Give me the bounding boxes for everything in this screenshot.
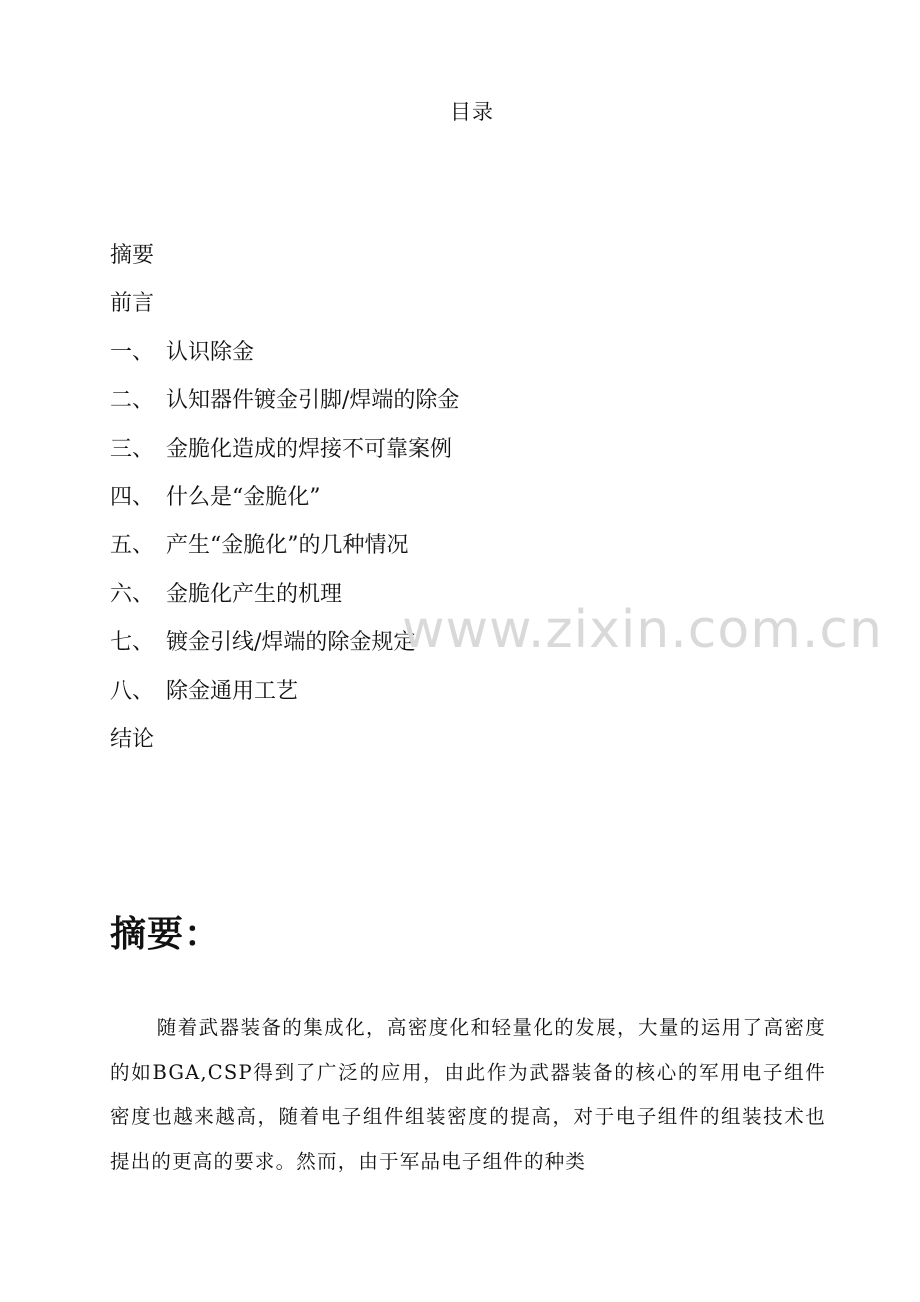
abstract-body: 随着武器装备的集成化，高密度化和轻量化的发展，大量的运用了高密度的如BGA,CSP得到了广泛的应用，由此作为武器装备的核心的军用电子组件密度也越来越高，随着电子组件组装密度的提高，对于电子组件的组装技术也提出的更高的要求。然而，由于军品电子组件的种类 [110,1016,826,1173]
toc-item-text: 镀金引线/焊端的除金规定 [166,630,416,656]
toc-item-text: 摘要 [110,243,155,268]
toc-item-text: 什么是“金脆化” [166,484,321,510]
toc-item-number: 八、 [110,678,155,704]
toc-item [110,676,459,724]
toc-item-number: 一、 [110,339,155,365]
toc-item-number: 二、 [110,388,155,414]
toc-item-text: 产生“金脆化”的几种情况 [166,533,409,559]
toc-item [110,724,459,772]
toc-item [110,530,459,578]
abstract-heading: 摘要： [110,914,222,955]
toc-item [110,579,459,627]
toc-item [110,385,459,433]
toc-item-text: 结论 [110,726,155,752]
toc-item-text: 金脆化产生的机理 [166,581,343,607]
watermark: www.zixin.com.cn [402,600,883,660]
toc-item-number: 四、 [110,484,155,510]
toc-item [110,627,459,675]
toc-item-text: 认知器件镀金引脚/焊端的除金 [166,388,460,414]
toc-title: 目录 [450,100,494,124]
toc-item-number: 七、 [110,630,155,656]
toc-item-text: 前言 [110,291,155,317]
toc-item [110,482,459,530]
toc-item-number: 三、 [110,436,155,462]
toc-item-text: 除金通用工艺 [166,678,299,704]
toc-item [110,434,459,482]
toc-item-text: 认识除金 [166,339,255,365]
toc-item-number: 六、 [110,581,155,607]
table-of-contents [110,240,459,772]
toc-item [110,240,459,288]
toc-item-text: 金脆化造成的焊接不可靠案例 [166,436,453,462]
toc-item-number: 五、 [110,533,155,559]
toc-item [110,288,459,336]
toc-item [110,337,459,385]
